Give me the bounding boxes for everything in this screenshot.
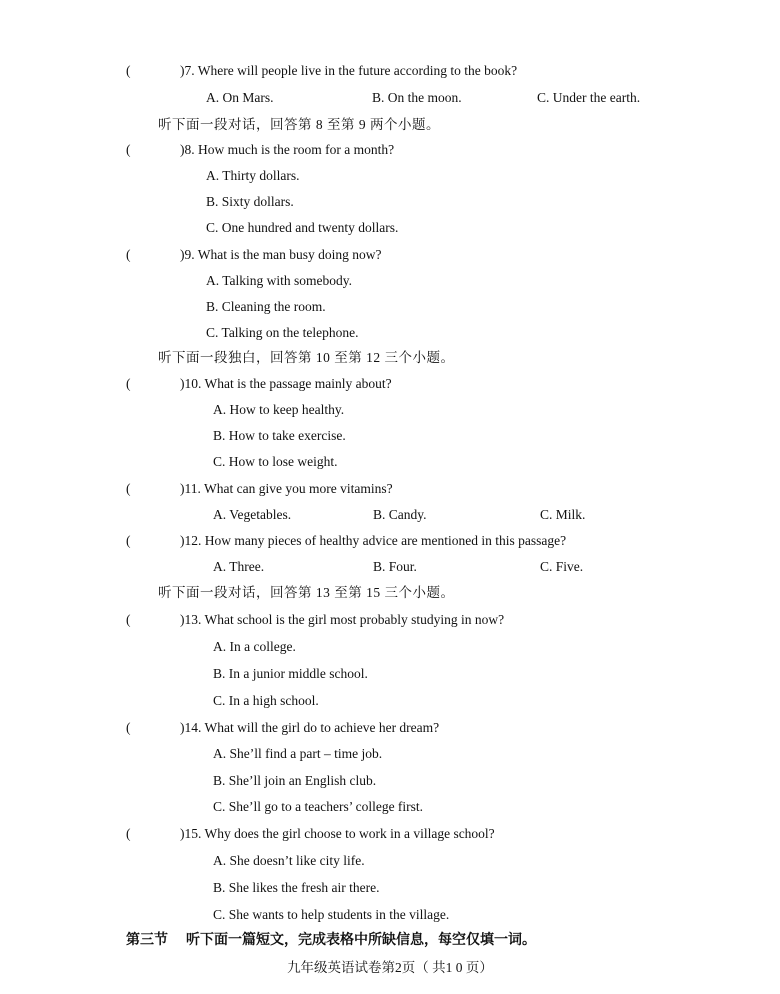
- option-a: A. In a college.: [213, 639, 296, 654]
- question-15: [126, 826, 495, 842]
- question-13: [126, 612, 504, 628]
- option-b: B. In a junior middle school.: [213, 666, 368, 681]
- question-7: [126, 63, 517, 79]
- question-text: )12. How many pieces of healthy advice are mentioned in this passage?: [180, 533, 567, 548]
- option-b: B. She likes the fresh air there.: [213, 880, 380, 895]
- option-a: A. She doesn’t like city life.: [213, 853, 365, 868]
- option-a: A. Thirty dollars.: [206, 168, 300, 183]
- option-c: C. She wants to help students in the village.: [213, 907, 450, 922]
- option-b: B. Candy.: [373, 507, 427, 522]
- option-a: A. She’ll find a part – time job.: [213, 746, 383, 761]
- question-text: )10. What is the passage mainly about?: [180, 376, 392, 391]
- option-a: A. Three.: [213, 559, 265, 574]
- option-b: B. On the moon.: [372, 90, 462, 105]
- answer-paren: (: [126, 142, 131, 157]
- answer-paren: (: [126, 826, 131, 841]
- option-a: A. On Mars.: [206, 90, 274, 105]
- page-footer: 九年级英语试卷第2页（ 共1 0 页）: [287, 960, 493, 975]
- question-12: [126, 533, 566, 549]
- option-c: C. Five.: [540, 559, 584, 574]
- question-9: [126, 247, 381, 263]
- option-c: C. In a high school.: [213, 693, 319, 708]
- question-text: )9. What is the man busy doing now?: [180, 247, 382, 262]
- option-b: B. She’ll join an English club.: [213, 773, 377, 788]
- option-c: C. Under the earth.: [537, 90, 641, 105]
- question-text: )15. Why does the girl choose to work in a village school?: [180, 826, 495, 841]
- option-c: C. She’ll go to a teachers’ college first.: [213, 799, 424, 814]
- answer-paren: (: [126, 612, 131, 627]
- option-b: B. Sixty dollars.: [206, 194, 294, 209]
- answer-paren: (: [126, 63, 131, 78]
- answer-paren: (: [126, 481, 131, 496]
- question-text: )13. What school is the girl most probably studying in now?: [180, 612, 505, 627]
- question-text: )7. Where will people live in the future according to the book?: [180, 63, 518, 78]
- option-b: B. Cleaning the room.: [206, 299, 326, 314]
- option-c: C. Talking on the telephone.: [206, 325, 359, 340]
- section-label: 第三节: [126, 933, 168, 948]
- question-14: [126, 720, 439, 736]
- question-text: )14. What will the girl do to achieve her dream?: [180, 720, 440, 735]
- option-a: A. Vegetables.: [213, 507, 292, 522]
- answer-paren: (: [126, 247, 131, 262]
- option-c: C. Milk.: [540, 507, 586, 522]
- option-a: A. Talking with somebody.: [206, 273, 353, 288]
- question-10: [126, 376, 392, 392]
- answer-paren: (: [126, 533, 131, 548]
- option-b: B. How to take exercise.: [213, 428, 346, 443]
- option-b: B. Four.: [373, 559, 417, 574]
- section-3-heading: [126, 933, 536, 949]
- option-c: C. One hundred and twenty dollars.: [206, 220, 399, 235]
- instruction: 听下面一段对话，回答第 8 至第 9 两个小题。: [158, 117, 440, 132]
- question-11: [126, 481, 393, 497]
- instruction: 听下面一段对话，回答第 13 至第 15 三个小题。: [158, 585, 455, 600]
- section-instruction: 听下面一篇短文，完成表格中所缺信息，每空仅填一词。: [186, 933, 536, 948]
- question-text: )8. How much is the room for a month?: [180, 142, 395, 157]
- question-8: [126, 142, 394, 158]
- answer-paren: (: [126, 720, 131, 735]
- answer-paren: (: [126, 376, 131, 391]
- question-text: )11. What can give you more vitamins?: [180, 481, 393, 496]
- instruction: 听下面一段独白，回答第 10 至第 12 三个小题。: [158, 350, 455, 365]
- option-c: C. How to lose weight.: [213, 454, 338, 469]
- option-a: A. How to keep healthy.: [213, 402, 345, 417]
